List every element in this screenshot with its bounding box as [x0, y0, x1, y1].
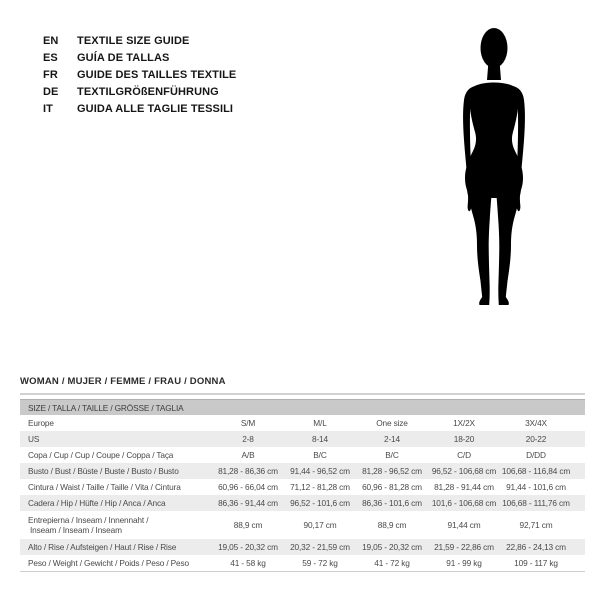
- row-value: 91 - 99 kg: [446, 558, 482, 568]
- lang-row-es: [43, 49, 236, 66]
- woman-silhouette-icon: [460, 28, 530, 310]
- row-label: Europe: [28, 418, 54, 428]
- row-label-line2: Inseam / Inseam / Inseam: [30, 525, 122, 535]
- row-value: B/C: [313, 450, 327, 460]
- row-value: 8-14: [311, 434, 328, 444]
- lang-label: GUIDE DES TAILLES TEXTILE: [77, 68, 237, 81]
- lang-label: GUÍA DE TALLAS: [77, 51, 170, 64]
- row-value: B/C: [385, 450, 399, 460]
- lang-label: TEXTILE SIZE GUIDE: [77, 34, 190, 47]
- row-value: 41 - 72 kg: [374, 558, 410, 568]
- row-value: 19,05 - 20,32 cm: [362, 542, 422, 552]
- lang-code: FR: [43, 68, 58, 81]
- row-label-line1: Entrepierna / Inseam / Innennaht /: [28, 515, 149, 525]
- row-value: 106,68 - 116,84 cm: [501, 466, 571, 476]
- row-value: 101,6 - 106,68 cm: [431, 498, 497, 508]
- row-value: 96,52 - 106,68 cm: [431, 466, 497, 476]
- row-value: 22,86 - 24,13 cm: [506, 542, 566, 552]
- row-value: 90,17 cm: [303, 520, 337, 530]
- table-row-inseam: [20, 511, 585, 539]
- row-label: Copa / Cup / Cup / Coupe / Coppa / Taça: [28, 450, 174, 460]
- lang-label: GUIDA ALLE TAGLIE TESSILI: [77, 102, 234, 115]
- row-value: 60,96 - 66,04 cm: [218, 482, 278, 492]
- row-value: 92,71 cm: [519, 520, 553, 530]
- lang-label: TEXTILGRÖßENFÜHRUNG: [77, 85, 219, 98]
- row-value: 20-22: [525, 434, 547, 444]
- row-value: 96,52 - 101,6 cm: [290, 498, 350, 508]
- row-label: Peso / Weight / Gewicht / Poids / Peso / Peso: [28, 558, 189, 568]
- row-value: A/B: [241, 450, 255, 460]
- table-header-label: SIZE / TALLA / TAILLE / GRÖSSE / TAGLIA: [28, 402, 184, 413]
- row-value: 59 - 72 kg: [302, 558, 338, 568]
- row-label: Cintura / Waist / Taille / Taille / Vita / Cintura: [28, 482, 181, 492]
- row-value: 2-8: [242, 434, 254, 444]
- table-row-waist: [20, 479, 585, 495]
- row-value: 86,36 - 101,6 cm: [362, 498, 422, 508]
- row-value: D/DD: [526, 450, 546, 460]
- row-value: M/L: [313, 418, 327, 428]
- row-value: 2-14: [383, 434, 400, 444]
- lang-code: IT: [43, 102, 53, 115]
- row-value: One size: [376, 418, 408, 428]
- row-value: 109 - 117 kg: [514, 558, 558, 568]
- row-value: 88,9 cm: [377, 520, 407, 530]
- table-row-rise: [20, 539, 585, 555]
- row-value: 86,36 - 91,44 cm: [218, 498, 278, 508]
- row-value: S/M: [240, 418, 256, 428]
- row-value: 106,68 - 111,76 cm: [502, 498, 570, 508]
- row-value: 88,9 cm: [233, 520, 263, 530]
- table-row-weight: [20, 555, 585, 571]
- row-value: 60,96 - 81,28 cm: [362, 482, 422, 492]
- table-row-bust: [20, 463, 585, 479]
- row-label: Busto / Bust / Büste / Buste / Busto / Busto: [28, 466, 179, 476]
- woman-silhouette-figure: [460, 28, 530, 310]
- row-label: Cadera / Hip / Hüfte / Hip / Anca / Anca: [28, 498, 166, 508]
- lang-code: EN: [43, 34, 59, 47]
- lang-row-en: [43, 32, 236, 49]
- section-title: WOMAN / MUJER / FEMME / FRAU / DONNA: [20, 376, 226, 387]
- table-row-hip: [20, 495, 585, 511]
- row-value: 91,44 - 96,52 cm: [290, 466, 350, 476]
- table-row-cup: [20, 447, 585, 463]
- lang-row-it: [43, 100, 236, 117]
- lang-row-fr: [43, 66, 236, 83]
- size-table: [20, 399, 585, 572]
- row-value: 18-20: [453, 434, 475, 444]
- table-row-us: [20, 431, 585, 447]
- row-value: 3X/4X: [525, 418, 547, 428]
- row-value: 91,44 cm: [447, 520, 481, 530]
- row-value: 81,28 - 91,44 cm: [434, 482, 494, 492]
- lang-code: ES: [43, 51, 58, 64]
- row-value: 81,28 - 86,36 cm: [218, 466, 278, 476]
- row-value: 71,12 - 81,28 cm: [290, 482, 350, 492]
- lang-code: DE: [43, 85, 59, 98]
- table-header-bar: [20, 399, 585, 415]
- divider-rule: [20, 393, 585, 395]
- row-label: [20, 515, 212, 535]
- row-value: 21,59 - 22,86 cm: [434, 542, 494, 552]
- row-value: 91,44 - 101,6 cm: [506, 482, 566, 492]
- row-value: 1X/2X: [453, 418, 475, 428]
- row-value: 41 - 58 kg: [230, 558, 266, 568]
- lang-row-de: [43, 83, 236, 100]
- table-row-europe: [20, 415, 585, 431]
- row-value: 20,32 - 21,59 cm: [290, 542, 350, 552]
- row-value: C/D: [457, 450, 471, 460]
- row-value: 81,28 - 96,52 cm: [362, 466, 422, 476]
- row-label: US: [28, 434, 40, 444]
- row-label: Alto / Rise / Aufsteigen / Haut / Rise / Rise: [28, 542, 177, 552]
- row-value: 19,05 - 20,32 cm: [218, 542, 278, 552]
- language-guide-list: [43, 32, 236, 117]
